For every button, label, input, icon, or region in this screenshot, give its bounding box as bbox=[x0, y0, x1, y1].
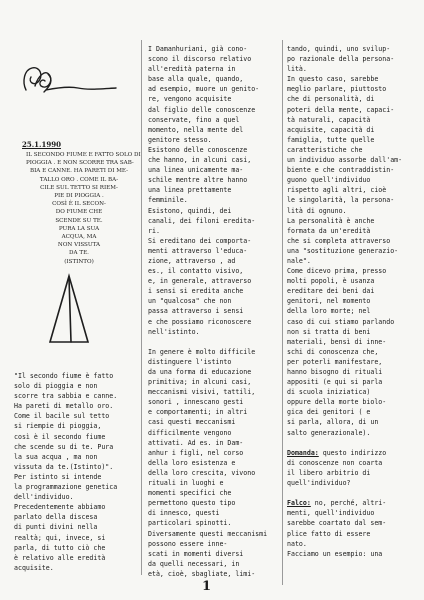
text-line: una "sostituzione generazio- bbox=[287, 246, 399, 255]
text-line: della loro esistenza e bbox=[148, 458, 236, 467]
poem-line: TALLO ORO . COME IL BA- bbox=[39, 176, 119, 183]
text-line: della loro morte; nel bbox=[287, 307, 371, 316]
text-line: canali, dei filoni eredita- bbox=[148, 216, 256, 225]
text-line bbox=[148, 337, 278, 347]
left-column-text bbox=[14, 371, 132, 573]
poem-line: COSÌ È IL SECON- bbox=[52, 201, 106, 208]
text-line: In questo caso, sarebbe bbox=[287, 75, 379, 84]
text-line: nell'istinto. bbox=[148, 327, 200, 336]
text-line: genitore stesso. bbox=[148, 135, 212, 144]
text-line: Esistono delle conoscenze bbox=[148, 145, 248, 154]
text-line: possono essere inne- bbox=[148, 539, 228, 548]
text-line: si parla, allora, di un bbox=[287, 418, 379, 427]
text-line: da quelli necessari, in bbox=[148, 559, 240, 568]
text-line: poteri della mente, capaci- bbox=[287, 105, 395, 114]
text-line: zione, attraverso , ad bbox=[148, 256, 236, 265]
text-line: tando, quindi, uno svilup- bbox=[287, 45, 391, 53]
spiral-ornament-icon bbox=[16, 56, 124, 104]
falco-label: Falco: bbox=[287, 499, 311, 508]
text-line: la programmazione genetica bbox=[14, 483, 118, 492]
poem-line: DO FIUME CHE bbox=[55, 209, 103, 216]
text-line: quell'individuo? bbox=[287, 479, 351, 488]
text-line: Per istinto si intende bbox=[14, 472, 102, 481]
text-line: nato. bbox=[287, 539, 307, 548]
poem-line: PIE DI PIOGGIA . bbox=[54, 193, 104, 200]
text-line: ri. bbox=[148, 226, 160, 235]
poem-line: BIA E CANNE. HA PARETI DI ME- bbox=[29, 168, 129, 175]
text-line: La personalità è anche bbox=[287, 216, 375, 225]
text-line: realtà; qui, invece, si bbox=[14, 533, 106, 542]
text-line: menti, quell'individuo bbox=[287, 509, 375, 518]
text-line: rispetto agli altri, cioè bbox=[287, 186, 387, 195]
text-line: acquisite. bbox=[14, 563, 54, 572]
text-line: menti attraverso l'educa- bbox=[148, 246, 248, 255]
text-line: Ha pareti di metallo oro. bbox=[14, 402, 114, 411]
text-line: all'eredità paterna in bbox=[148, 65, 236, 74]
text-line: che scende su di te. Pura bbox=[14, 442, 114, 451]
text-line bbox=[287, 488, 417, 498]
text-line: scono il discorso relativo bbox=[148, 55, 252, 64]
text-line: permettono questo tipo bbox=[148, 499, 236, 508]
text-line: una linea prettamente bbox=[148, 186, 232, 195]
text-line: famiglia, tutte quelle bbox=[287, 135, 375, 144]
text-line: di conoscenze non coarta bbox=[287, 458, 383, 467]
text-line: attivati. Ad es. in Dam- bbox=[148, 438, 244, 447]
column-divider-right bbox=[282, 40, 283, 585]
text-line: schi di conoscenza che, bbox=[287, 347, 379, 356]
text-line: scorre tra sabbia e canne. bbox=[14, 392, 118, 401]
text-line: plice fatto di essere bbox=[287, 529, 371, 538]
text-line: nale". bbox=[287, 256, 311, 265]
text-line: I Damanhuriani, già cono- bbox=[148, 45, 248, 53]
text-line: Si ereditano dei comporta- bbox=[148, 236, 252, 245]
text-line: difficilmente vengono bbox=[148, 428, 232, 437]
poem-line: DA TE. bbox=[69, 250, 89, 257]
text-line: non si tratta di beni bbox=[287, 327, 371, 336]
text-line: scati in momenti diversi bbox=[148, 549, 244, 558]
text-line: caratteristiche che bbox=[287, 145, 363, 154]
text-line: materiali, bensì di inne- bbox=[287, 337, 387, 346]
text-line: conservate, fino a quel bbox=[148, 115, 240, 124]
poem-line: SCENDE SU TE. bbox=[55, 217, 103, 224]
question-text: questo indirizzo bbox=[318, 448, 387, 457]
text-line: base alla quale, quando, bbox=[148, 75, 244, 84]
text-line: sarebbe coartato dal sem- bbox=[287, 519, 387, 528]
text-line: gica dei genitori ( e bbox=[287, 408, 371, 417]
column-divider-left bbox=[141, 40, 142, 575]
text-line: parla, di tutto ciò che bbox=[14, 543, 106, 552]
text-line: una linea unicamente ma- bbox=[148, 166, 244, 175]
text-line: casi questi meccanismi bbox=[148, 418, 236, 427]
text-line: si riempie di pioggia, bbox=[14, 422, 102, 431]
text-line: le singolarità, la persona- bbox=[287, 196, 395, 205]
text-line: formata da un'eredità bbox=[287, 226, 371, 235]
text-line: anhur i figli, nel corso bbox=[148, 448, 244, 457]
text-line: biente e che contraddistin- bbox=[287, 166, 395, 175]
text-line: primitiva; in alcuni casi, bbox=[148, 378, 252, 387]
triangle-glyph-icon bbox=[44, 272, 94, 348]
text-line: rituali in luoghi e bbox=[148, 479, 224, 488]
text-line: passa attraverso i sensi bbox=[148, 307, 244, 316]
text-line: parlato della discesa bbox=[14, 513, 98, 522]
question-line bbox=[287, 448, 417, 458]
text-line: vissuta da te.(Istinto)". bbox=[14, 462, 114, 471]
middle-column-text bbox=[148, 44, 278, 579]
text-line: i sensi si eredita anche bbox=[148, 287, 244, 296]
text-line: sonori , innescano gesti bbox=[148, 398, 244, 407]
text-line: meccanismi visivi, tattili, bbox=[148, 388, 256, 397]
text-line: che hanno, in alcuni casi, bbox=[148, 156, 252, 165]
answer-line bbox=[287, 498, 417, 508]
text-line: che si completa attraverso bbox=[287, 236, 391, 245]
poem-line: NON VISSUTA bbox=[57, 242, 101, 249]
text-line: lità. bbox=[287, 65, 307, 74]
text-line: acquisite, capacità di bbox=[287, 125, 375, 134]
text-line: es., il contatto visivo, bbox=[148, 267, 244, 276]
text-line: femminile. bbox=[148, 196, 188, 205]
poem-line: PURA LA SUA bbox=[58, 225, 100, 232]
text-line: dal figlio delle conoscenze bbox=[148, 105, 256, 114]
text-line: di scuola iniziatica) bbox=[287, 388, 371, 397]
text-line: appositi (e qui si parla bbox=[287, 378, 383, 387]
diary-date: 25.1.1990 bbox=[22, 140, 61, 149]
poem-line: IL SECONDO FIUME E FATTO SOLO DI bbox=[26, 152, 141, 158]
poem-block bbox=[26, 151, 141, 266]
text-line: il libero arbitrio di bbox=[287, 468, 371, 477]
text-line: momenti specifici che bbox=[148, 489, 232, 498]
poem-line: CILE SUL TETTO SI RIEM- bbox=[40, 184, 118, 191]
text-line: oppure della morte biolo- bbox=[287, 398, 387, 407]
domanda-label: Domanda: bbox=[287, 448, 319, 457]
text-line: Precedentemente abbiamo bbox=[14, 503, 106, 512]
text-line: la sua acqua , ma non bbox=[14, 452, 98, 461]
text-line: "Il secondo fiume è fatto bbox=[14, 372, 114, 380]
text-line: un individuo assorbe dall'am- bbox=[287, 156, 403, 165]
text-line: così è il secondo fiume bbox=[14, 432, 106, 441]
text-line: momento, nella mente del bbox=[148, 125, 244, 134]
text-line: e, in generale, attraverso bbox=[148, 277, 252, 286]
text-line: solo di pioggia e non bbox=[14, 382, 98, 391]
text-line: dell'individuo. bbox=[14, 493, 74, 502]
text-line: Esistono, quindi, dei bbox=[148, 206, 232, 215]
text-line: genitori, nel momento bbox=[287, 297, 371, 306]
text-line: po razionale della persona- bbox=[287, 55, 395, 64]
text-line: caso di cui stiamo parlando bbox=[287, 317, 395, 326]
text-line: e che possiamo riconoscere bbox=[148, 317, 252, 326]
text-line: Facciamo un esempio: una bbox=[287, 549, 383, 558]
text-line: guono quell'individuo bbox=[287, 176, 371, 185]
poem-line: PIOGGIA . E NON SCORRE TRA SAB- bbox=[26, 160, 134, 167]
text-line: salto generazionale). bbox=[287, 428, 371, 437]
text-line: distinguere l'istinto bbox=[148, 357, 232, 366]
text-line: particolari spinotti. bbox=[148, 519, 232, 528]
text-line: ad esempio, muore un genito- bbox=[148, 85, 260, 94]
text-line: In genere è molto difficile bbox=[148, 347, 256, 356]
text-line: ereditare dei beni dai bbox=[287, 287, 375, 296]
poem-line: ACQUA, MA bbox=[61, 234, 97, 241]
right-column-text bbox=[287, 44, 417, 559]
text-line: schile mentre altre hanno bbox=[148, 176, 248, 185]
answer-text: no, perché, altri- bbox=[310, 499, 387, 508]
text-line: tà naturali, capacità bbox=[287, 115, 371, 124]
text-line: molti popoli, è usanza bbox=[287, 277, 375, 286]
text-line: re, vengono acquisite bbox=[148, 95, 232, 104]
text-line: della loro crescita, vivono bbox=[148, 468, 256, 477]
text-line bbox=[287, 438, 417, 448]
text-line: età, cioè, sbagliate, limi- bbox=[148, 569, 256, 578]
text-line: di punti divini nella bbox=[14, 523, 98, 532]
text-line: e comportamenti; in altri bbox=[148, 408, 248, 417]
text-line: un "qualcosa" che non bbox=[148, 297, 232, 306]
text-line: meglio parlare, piuttosto bbox=[287, 85, 387, 94]
text-line: hanno bisogno di rituali bbox=[287, 368, 383, 376]
text-line: Come dicevo prima, presso bbox=[287, 267, 387, 276]
text-line: lità di ognuno. bbox=[287, 206, 347, 215]
page-number: 1 bbox=[202, 579, 212, 594]
text-line: per poterli manifestare, bbox=[287, 357, 383, 366]
text-line: di innesco, questi bbox=[148, 509, 220, 518]
poem-line: (ISTINTO) bbox=[64, 258, 94, 265]
text-line: Come il bacile sul tetto bbox=[14, 412, 110, 421]
text-line: Diversamente questi meccanismi bbox=[148, 529, 268, 538]
text-line: è relativo alle eredità bbox=[14, 553, 106, 562]
text-line: da una forma di educazione bbox=[148, 368, 252, 376]
text-line: che di personalità, di bbox=[287, 95, 375, 104]
